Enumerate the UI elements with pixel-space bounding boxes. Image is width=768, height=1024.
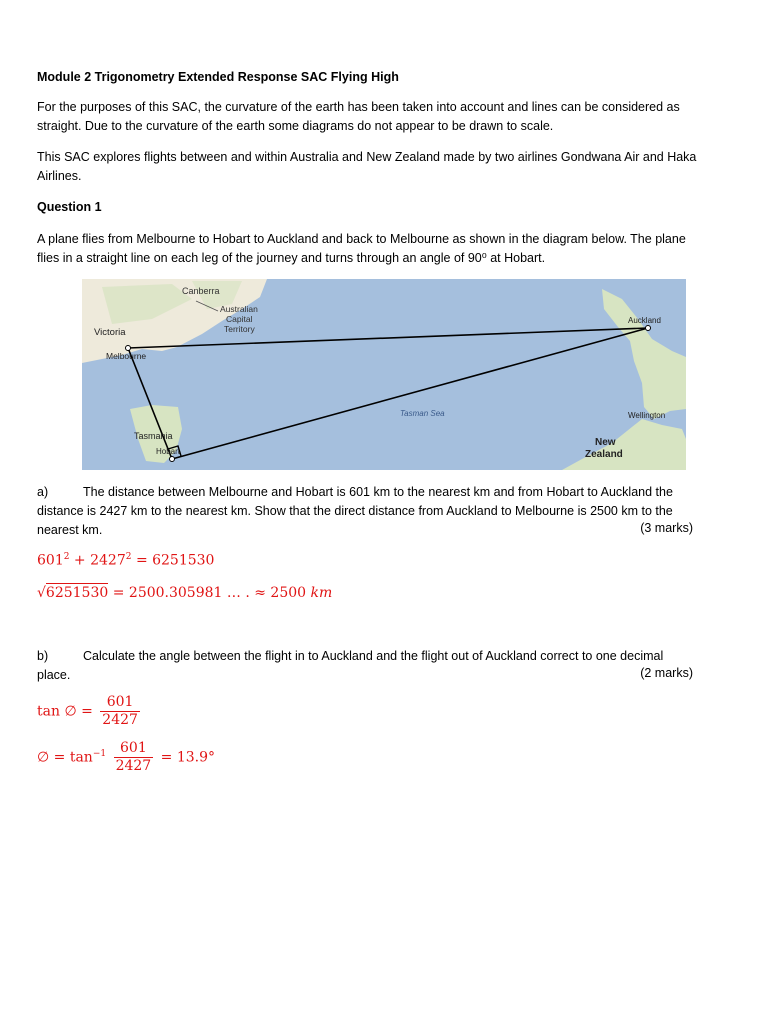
label-canberra: Canberra	[182, 286, 220, 296]
intro-2-line-2: Airlines.	[37, 169, 82, 183]
label-victoria: Victoria	[94, 327, 126, 338]
part-a-line-2: distance is 2427 km to the nearest km. Show that the direct distance from Auckland to Melbourne is 2500 km to the	[37, 504, 673, 518]
intro-2-line-1: This SAC explores flights between and within Australia and New Zealand made by two airlines Gondwana Air and Haka	[37, 150, 697, 164]
label-zealand: Zealand	[585, 449, 623, 460]
part-a-line-1: The distance between Melbourne and Hobart is 601 km to the nearest km and from Hobart to Auckland the	[83, 485, 673, 499]
label-act-3: Territory	[224, 324, 255, 334]
document-title: Module 2 Trigonometry Extended Response SAC Flying High	[37, 70, 399, 84]
part-b-line-2: place.	[37, 668, 71, 682]
label-new: New	[595, 437, 616, 448]
fraction-2: $\frac{601}{2427}$	[115, 740, 152, 774]
part-b-working-1: tan ∅ = $\frac{601}{2427}$	[37, 694, 138, 728]
label-tasman-sea: Tasman Sea	[400, 409, 445, 418]
label-act-1: Australian	[220, 304, 258, 314]
part-a-working-1: $601^2 + 2427^2 = 6251530$	[37, 552, 215, 569]
hobart-marker	[170, 457, 175, 462]
label-melbourne: Melbourne	[106, 351, 147, 361]
intro-1-line-1: For the purposes of this SAC, the curvature of the earth has been taken into account and lines can be considered as	[37, 100, 680, 114]
label-wellington: Wellington	[628, 411, 666, 420]
q1-line-1: A plane flies from Melbourne to Hobart to Auckland and back to Melbourne as shown in the diagram below. The plane	[37, 232, 686, 246]
part-b-marks: (2 marks)	[640, 666, 693, 680]
part-a-label: a)	[37, 485, 49, 499]
fraction-1: $\frac{601}{2427}$	[102, 694, 138, 728]
label-tasmania: Tasmania	[134, 431, 173, 441]
question-1-text	[37, 230, 737, 268]
melbourne-marker	[126, 346, 131, 351]
intro-paragraph-1	[37, 98, 737, 136]
intro-1-line-2: straight. Due to the curvature of the earth some diagrams do not appear to be drawn to scale.	[37, 119, 554, 133]
part-a-working-2: √6251530 = 2500.305981 … . ≈ 2500 km	[37, 585, 333, 601]
intro-paragraph-2	[37, 148, 737, 186]
flight-map	[82, 279, 686, 470]
part-b-text	[37, 647, 737, 685]
part-b-label: b)	[37, 649, 49, 663]
label-hobart: Hobart	[156, 447, 181, 456]
label-auckland: Auckland	[628, 316, 661, 325]
part-b-working-2: ∅ = $\tan^{-1}$ $\frac{601}{2427}$ = 13.9°	[37, 740, 216, 774]
part-b-line-1: Calculate the angle between the flight in to Auckland and the flight out of Auckland correct to one decimal	[83, 649, 664, 663]
label-act-2: Capital	[226, 314, 253, 324]
part-a-line-3: nearest km.	[37, 523, 103, 537]
auckland-marker	[646, 326, 651, 331]
part-a-marks: (3 marks)	[640, 521, 693, 535]
q1-line-2: flies in a straight line on each leg of the journey and turns through an angle of 90⁰ at Hobart.	[37, 251, 546, 265]
part-a-text	[37, 483, 737, 540]
question-heading: Question 1	[37, 200, 102, 214]
